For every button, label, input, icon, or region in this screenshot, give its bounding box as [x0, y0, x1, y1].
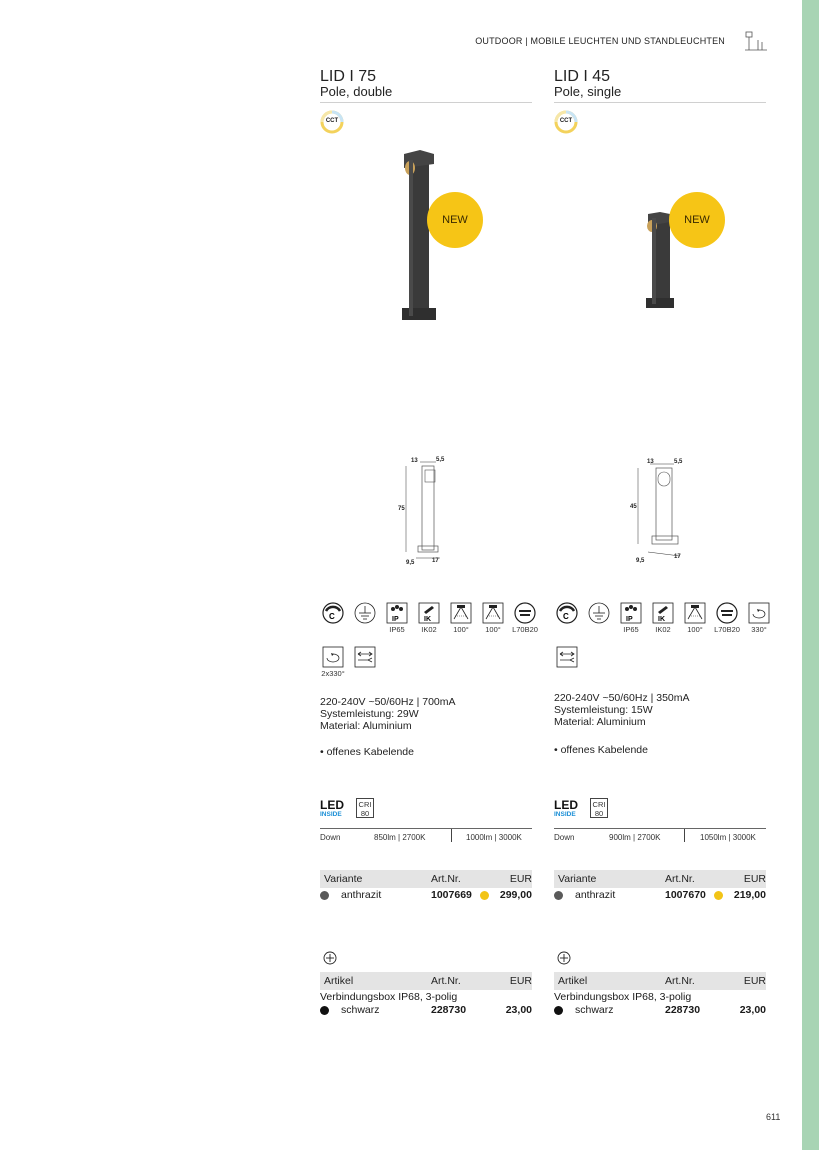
dim-height: 75	[398, 506, 405, 512]
accessory-color: schwarz	[341, 1004, 380, 1016]
ik-rating-icon: IK IK02	[416, 602, 442, 634]
price: 219,00	[733, 889, 766, 901]
dim-top: 13	[411, 458, 418, 464]
lumen-output-row	[320, 833, 532, 845]
dim-base-width: 9,5	[636, 558, 645, 564]
floor-lamp-icon	[744, 30, 768, 52]
spec-power: Systemleistung: 29W	[320, 708, 419, 720]
beam-angle-icon: 100°	[448, 602, 474, 634]
color-swatch	[554, 1006, 563, 1015]
dim-base-depth: 17	[674, 554, 681, 560]
cct-badge	[320, 110, 344, 134]
svg-text:C: C	[563, 612, 569, 621]
product-title: LID I 45	[554, 68, 611, 85]
protection-class-icon	[352, 602, 378, 634]
lumen-value-1: 850lm | 2700K	[374, 833, 426, 842]
variant-table-header: Variante Art.Nr. EUR	[554, 870, 766, 888]
lumen-value-1: 900lm | 2700K	[609, 833, 661, 842]
variant-table	[554, 870, 766, 903]
rotation-icon: 330°	[746, 602, 772, 634]
accessory-table-header: Artikel Art.Nr. EUR	[554, 972, 766, 990]
table-row[interactable]	[320, 1003, 532, 1018]
status-dot	[480, 891, 489, 900]
title-divider	[554, 102, 766, 103]
lifetime-icon: L70B20	[512, 602, 538, 634]
spec-voltage: 220-240V ~50/60Hz | 700mA	[320, 696, 456, 708]
feature-bullet: • offenes Kabelende	[554, 744, 648, 756]
cct-label: CCT	[325, 118, 339, 124]
led-inside-logo	[320, 798, 346, 820]
accessory-item-name: Verbindungsbox IP68, 3-polig	[554, 991, 692, 1003]
table-row[interactable]	[554, 1003, 766, 1018]
lumen-divider	[554, 828, 766, 829]
c-class-icon	[320, 602, 346, 634]
status-dot	[714, 891, 723, 900]
lumen-separator	[684, 829, 685, 842]
protection-class-icon	[586, 602, 612, 634]
cri-badge: CRI 80	[590, 798, 608, 818]
svg-text:LED: LED	[320, 798, 344, 812]
svg-text:C: C	[329, 612, 335, 621]
price: 23,00	[739, 1004, 766, 1016]
spec-list	[554, 692, 690, 728]
led-cri-row	[320, 798, 374, 820]
lumen-direction: Down	[320, 833, 341, 842]
ip-rating-icon: IP IP65	[384, 602, 410, 634]
ik-rating-icon: IK IK02	[650, 602, 676, 634]
cct-label: CCT	[559, 118, 573, 124]
article-number: 228730	[431, 1004, 467, 1016]
page-number: 611	[766, 1112, 781, 1122]
product-column-lid-75	[320, 68, 538, 1016]
led-inside-text: INSIDE	[320, 811, 342, 818]
lumen-value-2: 1000lm | 3000K	[466, 833, 522, 842]
accessory-table-header: Artikel Art.Nr. EUR	[320, 972, 532, 990]
product-column-lid-45	[554, 68, 767, 1016]
price: 23,00	[505, 1004, 532, 1016]
lumen-separator	[451, 829, 452, 842]
feature-bullet: • offenes Kabelende	[320, 746, 414, 758]
beam-angle-icon-2: 100°	[480, 602, 506, 634]
lumen-value-2: 1050lm | 3000K	[700, 833, 756, 842]
dim-side: 5,5	[436, 457, 445, 463]
feature-icons	[554, 602, 772, 634]
new-badge: NEW	[669, 192, 725, 248]
spec-voltage: 220-240V ~50/60Hz | 350mA	[554, 692, 690, 704]
svg-text:IK: IK	[424, 616, 431, 623]
dim-base-width: 9,5	[406, 560, 415, 566]
feature-icons	[320, 602, 538, 634]
variant-table-header: Variante Art.Nr. EUR	[320, 870, 532, 888]
page-category-header: OUTDOOR | MOBILE LEUCHTEN UND STANDLEUCHTEN	[475, 36, 725, 46]
spec-material: Material: Aluminium	[554, 716, 646, 728]
c-class-icon	[554, 602, 580, 634]
table-row[interactable]	[320, 888, 532, 903]
product-title: LID I 75	[320, 68, 377, 85]
led-cri-row	[554, 798, 608, 820]
feature-icons-row-2	[554, 646, 580, 678]
ip-rating-icon: IP IP65	[618, 602, 644, 634]
table-row[interactable]	[554, 888, 766, 903]
lumen-divider	[320, 828, 532, 829]
spec-material: Material: Aluminium	[320, 720, 412, 732]
article-number: 228730	[665, 1004, 701, 1016]
dim-top: 13	[647, 459, 654, 465]
product-subtitle: Pole, single	[554, 84, 622, 99]
color-swatch	[554, 891, 563, 900]
svg-text:IP: IP	[392, 616, 399, 623]
plus-circle-icon	[557, 951, 571, 965]
cable-end-icon	[554, 646, 580, 678]
svg-text:IP: IP	[626, 616, 633, 623]
variant-color: anthrazit	[575, 889, 616, 901]
accessory-color: schwarz	[575, 1004, 614, 1016]
variant-table	[320, 870, 532, 903]
price: 299,00	[499, 889, 532, 901]
led-inside-text: INSIDE	[554, 811, 576, 818]
rotation-icon: 2x330°	[320, 646, 346, 678]
lifetime-icon: L70B20	[714, 602, 740, 634]
lumen-direction: Down	[554, 833, 575, 842]
dimension-drawing	[398, 456, 462, 566]
product-subtitle: Pole, double	[320, 84, 393, 99]
title-divider	[320, 102, 532, 103]
dim-base-depth: 17	[432, 558, 439, 564]
spec-power: Systemleistung: 15W	[554, 704, 653, 716]
dim-height: 45	[630, 504, 637, 510]
beam-angle-icon: 100°	[682, 602, 708, 634]
article-number: 1007670	[665, 889, 706, 901]
led-inside-logo	[554, 798, 580, 820]
cct-badge	[554, 110, 578, 134]
feature-icons-row-2	[320, 646, 378, 678]
color-swatch	[320, 891, 329, 900]
color-swatch	[320, 1006, 329, 1015]
svg-text:IK: IK	[658, 616, 665, 623]
accessory-item-name: Verbindungsbox IP68, 3-polig	[320, 991, 458, 1003]
article-number: 1007669	[431, 889, 472, 901]
svg-text:LED: LED	[554, 798, 578, 812]
cri-badge: CRI 80	[356, 798, 374, 818]
plus-circle-icon	[323, 951, 337, 965]
new-badge: NEW	[427, 192, 483, 248]
lumen-output-row	[554, 833, 766, 845]
accessory-table	[320, 972, 532, 1018]
dim-side: 5,5	[674, 459, 683, 465]
dimension-drawing	[630, 456, 700, 566]
variant-color: anthrazit	[341, 889, 382, 901]
side-color-strip	[802, 0, 819, 1150]
accessory-table	[554, 972, 766, 1018]
spec-list	[320, 696, 456, 732]
cable-end-icon	[352, 646, 378, 678]
